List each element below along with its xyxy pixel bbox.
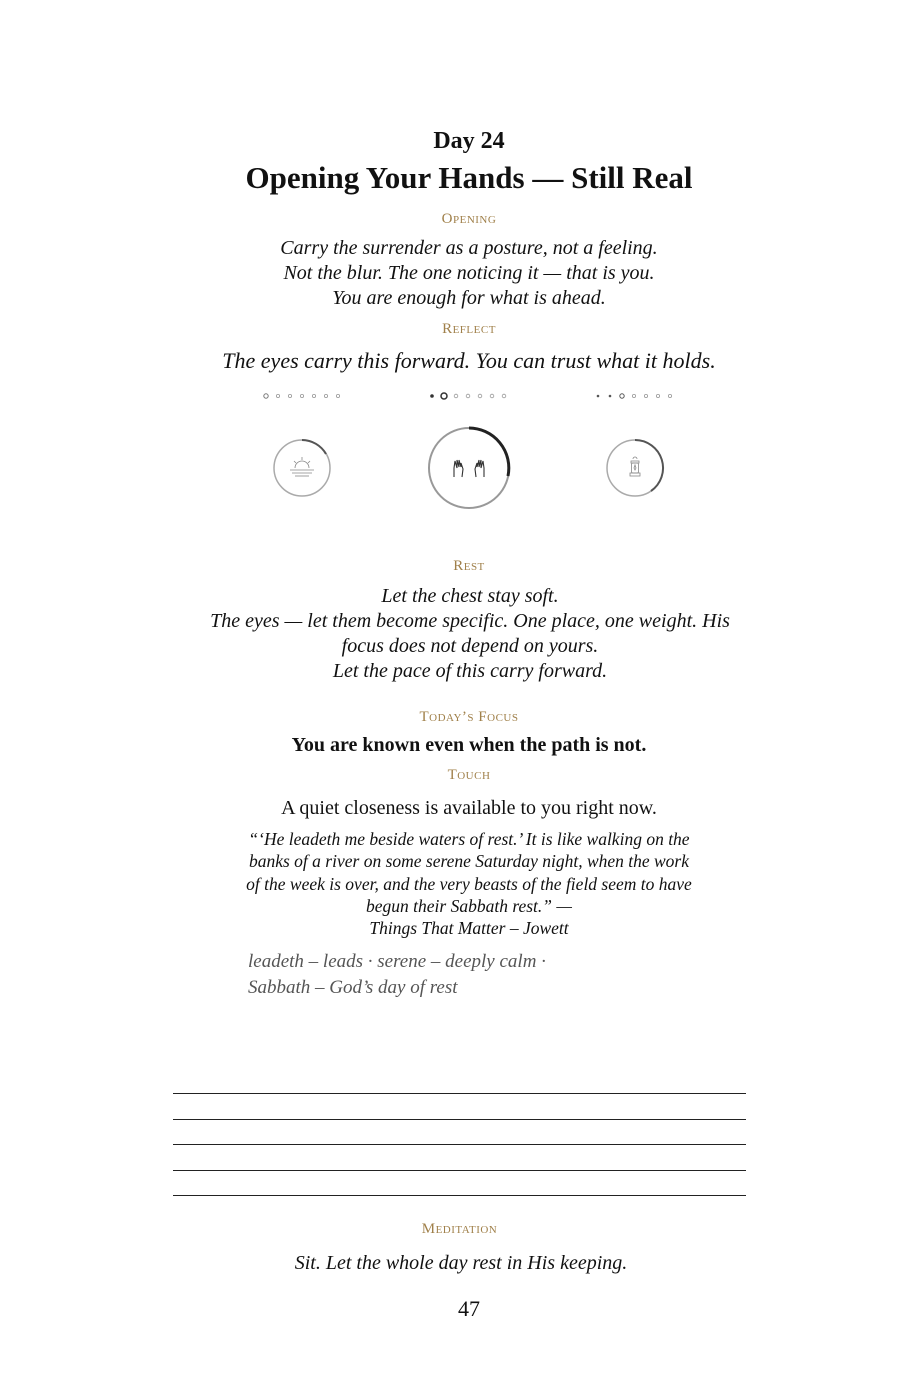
journal-line[interactable] <box>173 1119 746 1120</box>
journal-line[interactable] <box>173 1144 746 1145</box>
focus-text: You are known even when the path is not. <box>291 734 647 756</box>
journal-line[interactable] <box>173 1195 746 1196</box>
lantern-dial <box>603 436 667 500</box>
opening-label: Opening <box>441 211 497 227</box>
rest-text <box>190 584 750 684</box>
focus-label: Today’s Focus <box>419 709 519 725</box>
open-hands-icon <box>454 460 484 477</box>
word-gloss: leadeth – leads · serene – deeply calm · Sabbath – God’s day of rest <box>248 951 546 998</box>
dial-progress-arc <box>302 440 326 454</box>
progress-dots-left <box>258 389 348 403</box>
quote-text: “‘He leadeth me beside waters of rest.’ It is like walking on the banks of a river on some serene Saturday night, when the work of the week is over, and the very beasts of the field seem to have begun their Sabbath rest.” — <box>246 829 692 916</box>
sunrise-dial <box>270 436 334 500</box>
touch-label: Touch <box>447 767 491 783</box>
page-number: 47 <box>458 1296 480 1321</box>
progress-dots-center <box>424 389 514 403</box>
day-number: Day 24 <box>433 128 505 154</box>
rest-line: The eyes — let them become specific. One place, one weight. His focus does not depend on yours. <box>210 610 730 657</box>
rest-label: Rest <box>453 558 485 574</box>
reflect-label: Reflect <box>442 321 496 337</box>
sunrise-icon <box>290 457 314 476</box>
opening-line: You are enough for what is ahead. <box>332 287 606 309</box>
opening-line: Not the blur. The one noticing it — that is you. <box>283 262 655 284</box>
opening-text <box>0 236 919 311</box>
dial-progress-arc <box>635 440 663 491</box>
meditation-text: Sit. Let the whole day rest in His keeping. <box>294 1252 628 1274</box>
open-hands-dial <box>424 424 514 514</box>
rest-line: Let the pace of this carry forward. <box>332 660 608 682</box>
page-title: Opening Your Hands — Still Real <box>245 160 693 195</box>
rest-line: Let the chest stay soft. <box>381 585 559 607</box>
quote-source: Things That Matter – Jowett <box>369 918 569 939</box>
lantern-icon <box>630 457 640 476</box>
reflect-text: The eyes carry this forward. You can trust what it holds. <box>222 348 716 373</box>
touch-text: A quiet closeness is available to you right now. <box>281 797 657 819</box>
opening-line: Carry the surrender as a posture, not a feeling. <box>280 237 658 259</box>
progress-dots-right <box>590 389 680 403</box>
meditation-label: Meditation <box>421 1221 498 1237</box>
journal-line[interactable] <box>173 1093 746 1094</box>
scripture-quote <box>240 828 698 939</box>
journal-line[interactable] <box>173 1170 746 1171</box>
